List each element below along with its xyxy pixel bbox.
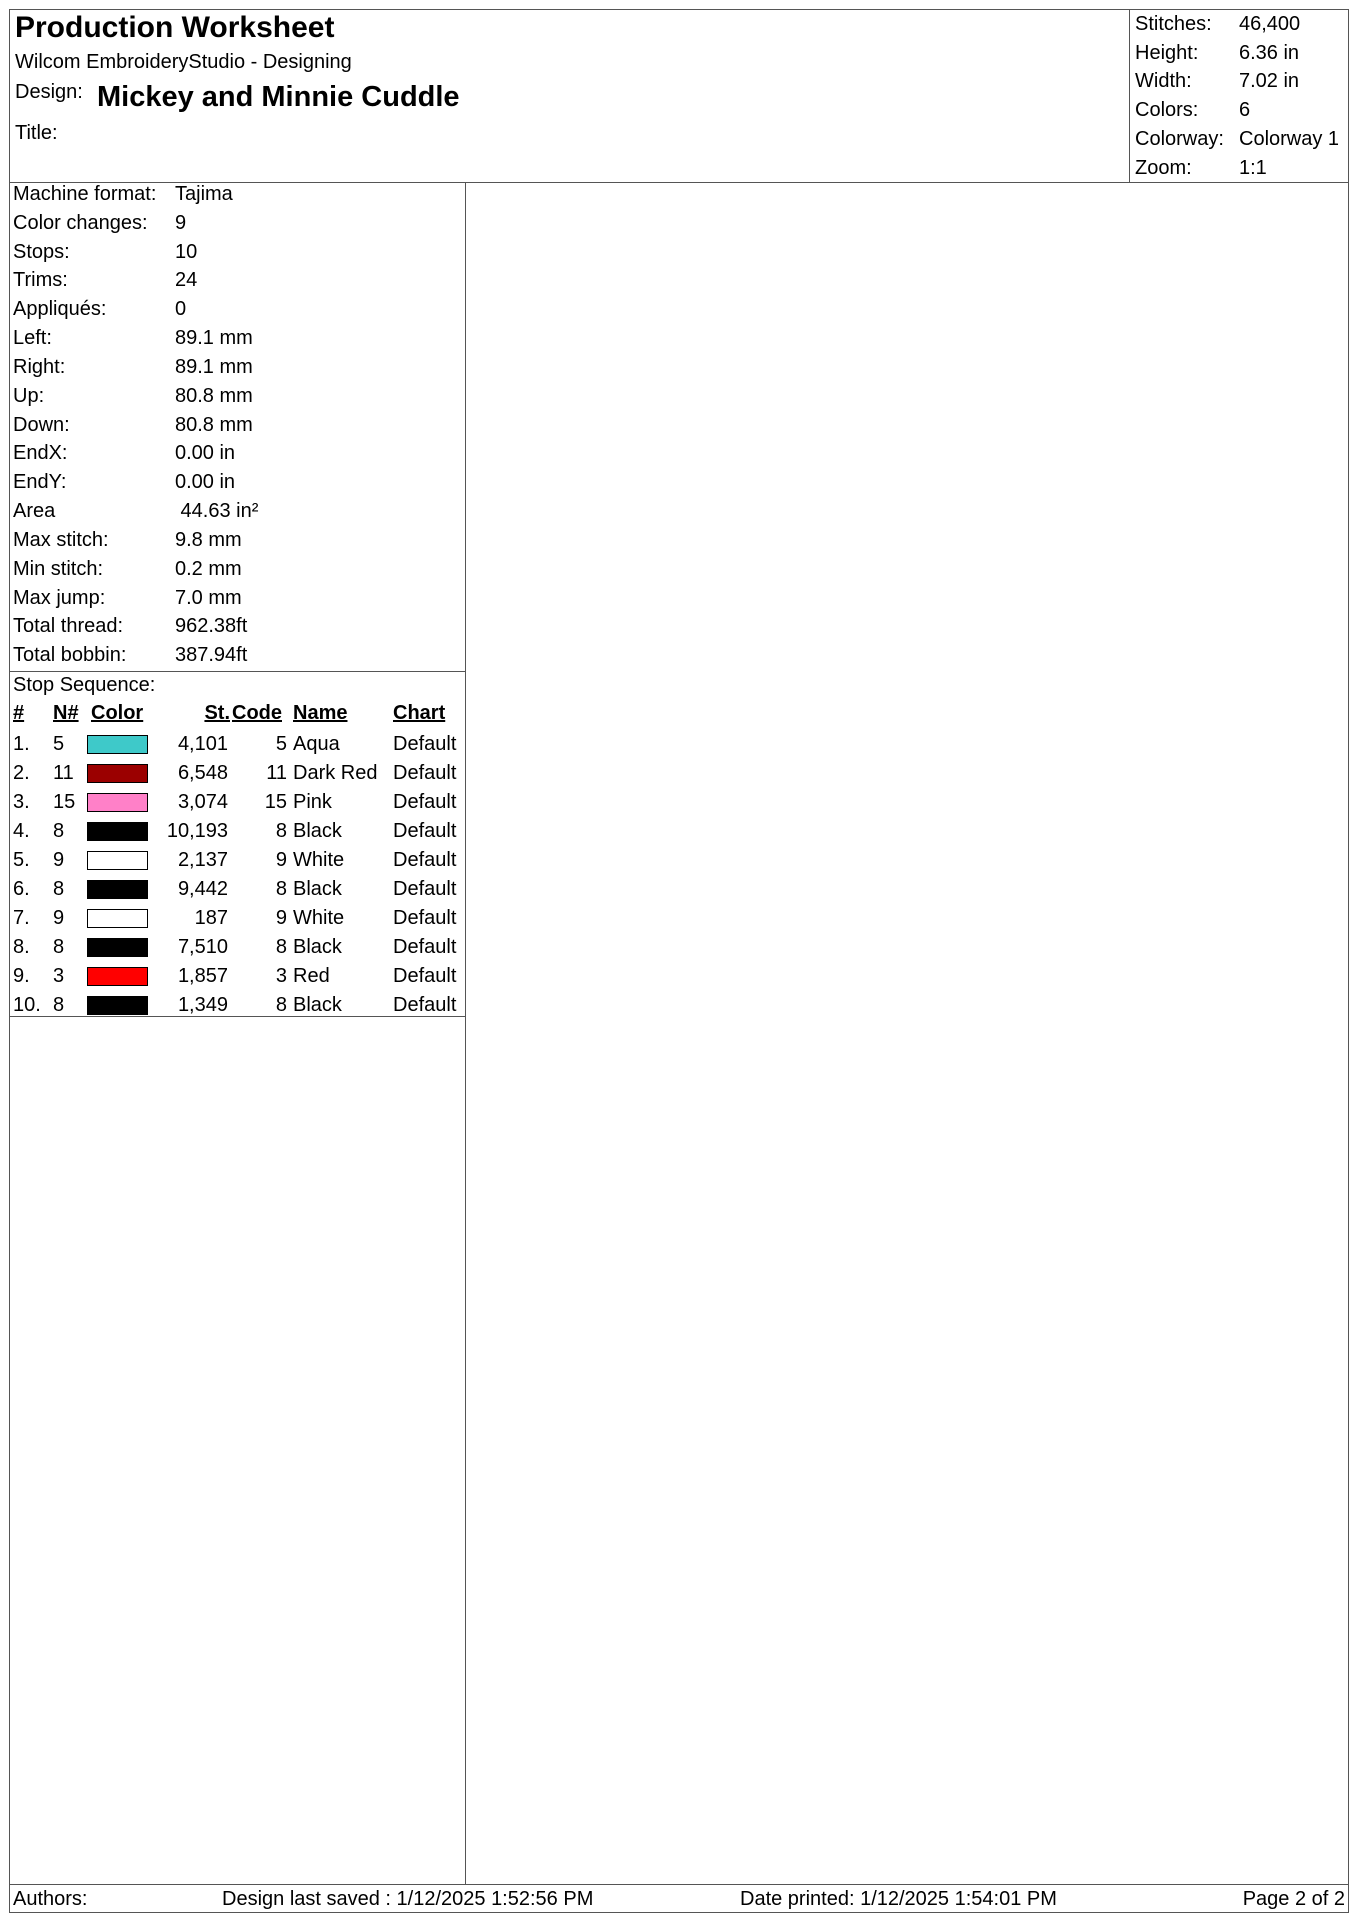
row-chart: Default (393, 820, 457, 842)
row-color-name: White (293, 907, 345, 929)
info-value: 7.0 mm (175, 587, 242, 609)
table-row (9, 730, 465, 759)
row-chart: Default (393, 965, 457, 987)
summary-value: 6 (1239, 99, 1251, 121)
table-row (9, 933, 465, 962)
table-row (9, 904, 465, 933)
info-label: Trims: (13, 269, 68, 291)
worksheet-header (9, 9, 1349, 183)
row-chart: Default (393, 733, 457, 755)
summary-value: Colorway 1 (1239, 128, 1340, 150)
summary-label: Height: (1135, 42, 1199, 64)
summary-panel (1129, 9, 1349, 182)
row-code: 9 (275, 907, 287, 929)
color-swatch (87, 938, 148, 957)
row-color-name: Pink (293, 791, 332, 813)
row-stitches: 3,074 (177, 791, 228, 813)
row-number: 7. (13, 907, 30, 929)
info-row (13, 240, 197, 265)
row-needle: 3 (53, 965, 65, 987)
info-row (13, 441, 235, 466)
color-swatch (87, 822, 148, 841)
info-value: 0 (175, 298, 187, 320)
info-row (13, 384, 253, 409)
info-value: Tajima (175, 183, 233, 205)
page-title: Production Worksheet (15, 11, 335, 44)
row-code: 15 (264, 791, 287, 813)
row-stitches: 187 (194, 907, 228, 929)
info-value: 10 (175, 241, 198, 263)
color-swatch (87, 967, 148, 986)
col-header-needle: N# (53, 702, 79, 724)
color-swatch (87, 880, 148, 899)
info-label: Min stitch: (13, 558, 104, 580)
row-color-name: Black (293, 936, 342, 958)
summary-row-height (1135, 41, 1299, 65)
row-color-name: Aqua (293, 733, 340, 755)
summary-label: Colors: (1135, 99, 1199, 121)
info-value: 962.38ft (175, 615, 248, 637)
row-chart: Default (393, 936, 457, 958)
info-value: 387.94ft (175, 644, 248, 666)
info-row (13, 499, 258, 524)
info-value: 44.63 in² (175, 500, 259, 522)
info-row (13, 182, 233, 207)
col-header-code: Code (232, 702, 282, 724)
row-needle: 8 (53, 994, 65, 1016)
info-row (13, 528, 242, 553)
stop-sequence-table (9, 671, 465, 1017)
summary-row-stitches (1135, 12, 1300, 36)
table-row (9, 962, 465, 991)
info-row (13, 643, 247, 668)
color-swatch (87, 851, 148, 870)
row-number: 9. (13, 965, 30, 987)
row-number: 3. (13, 791, 30, 813)
row-stitches: 4,101 (177, 733, 228, 755)
row-code: 8 (275, 936, 287, 958)
info-value: 80.8 mm (175, 414, 253, 436)
summary-value: 46,400 (1239, 13, 1301, 35)
row-color-name: Black (293, 820, 342, 842)
row-code: 5 (275, 733, 287, 755)
software-name: Wilcom EmbroideryStudio - Designing (15, 51, 352, 73)
summary-label: Width: (1135, 70, 1192, 92)
info-label: Left: (13, 327, 52, 349)
col-header-chart: Chart (393, 702, 446, 724)
info-row (13, 557, 242, 582)
row-color-name: Dark Red (293, 762, 378, 784)
row-color-name: Red (293, 965, 330, 987)
row-code: 8 (275, 820, 287, 842)
row-stitches: 1,857 (177, 965, 228, 987)
info-value: 24 (175, 269, 198, 291)
summary-row-colors (1135, 98, 1250, 122)
summary-row-zoom (1135, 156, 1267, 180)
row-number: 8. (13, 936, 30, 958)
row-number: 4. (13, 820, 30, 842)
table-row (9, 817, 465, 846)
row-chart: Default (393, 878, 457, 900)
col-header-name: Name (293, 702, 348, 724)
info-label: Total bobbin: (13, 644, 127, 666)
title-label: Title: (15, 122, 58, 144)
info-value: 89.1 mm (175, 356, 253, 378)
footer-page-number: Page 2 of 2 (1242, 1888, 1345, 1910)
info-label: Max stitch: (13, 529, 109, 551)
row-chart: Default (393, 849, 457, 871)
summary-row-colorway (1135, 127, 1339, 151)
row-needle: 15 (53, 791, 76, 813)
info-label: Area (13, 500, 56, 522)
info-value: 9.8 mm (175, 529, 242, 551)
table-row (9, 875, 465, 904)
summary-label: Colorway: (1135, 128, 1224, 150)
summary-value: 1:1 (1239, 157, 1267, 179)
info-label: Color changes: (13, 212, 148, 234)
row-chart: Default (393, 791, 457, 813)
info-row (13, 355, 253, 380)
row-number: 5. (13, 849, 30, 871)
row-chart: Default (393, 762, 457, 784)
row-stitches: 1,349 (177, 994, 228, 1016)
row-code: 8 (275, 878, 287, 900)
info-value: 0.00 in (175, 442, 236, 464)
info-row (13, 297, 186, 322)
color-swatch (87, 735, 148, 754)
info-label: Max jump: (13, 587, 106, 609)
row-needle: 5 (53, 733, 65, 755)
info-row (13, 268, 197, 293)
info-row (13, 326, 253, 351)
footer-date-printed: Date printed: 1/12/2025 1:54:01 PM (740, 1888, 1057, 1910)
color-swatch (87, 764, 148, 783)
row-chart: Default (393, 907, 457, 929)
info-row (13, 614, 247, 639)
row-code: 9 (275, 849, 287, 871)
row-needle: 9 (53, 849, 65, 871)
info-value: 89.1 mm (175, 327, 253, 349)
info-label: Right: (13, 356, 66, 378)
info-label: Up: (13, 385, 45, 407)
info-value: 9 (175, 212, 187, 234)
summary-value: 7.02 in (1239, 70, 1300, 92)
info-label: Down: (13, 414, 70, 436)
row-code: 3 (275, 965, 287, 987)
info-row (13, 470, 235, 495)
table-row (9, 991, 465, 1020)
row-number: 1. (13, 733, 30, 755)
col-header-number: # (13, 702, 25, 724)
row-color-name: Black (293, 994, 342, 1016)
row-color-name: Black (293, 878, 342, 900)
row-chart: Default (393, 994, 457, 1016)
stop-sequence-title: Stop Sequence: (13, 674, 156, 696)
footer-last-saved: Design last saved : 1/12/2025 1:52:56 PM (222, 1888, 594, 1910)
design-label: Design: (15, 81, 83, 103)
info-value: 80.8 mm (175, 385, 253, 407)
table-row (9, 788, 465, 817)
row-code: 11 (266, 762, 287, 784)
design-name: Mickey and Minnie Cuddle (97, 81, 460, 113)
row-stitches: 9,442 (177, 878, 228, 900)
row-stitches: 2,137 (177, 849, 228, 871)
table-row (9, 759, 465, 788)
info-value: 0.00 in (175, 471, 236, 493)
row-code: 8 (275, 994, 287, 1016)
summary-label: Stitches: (1135, 13, 1212, 35)
row-number: 6. (13, 878, 30, 900)
summary-value: 6.36 in (1239, 42, 1300, 64)
info-row (13, 586, 242, 611)
row-color-name: White (293, 849, 345, 871)
row-needle: 9 (53, 907, 65, 929)
footer-authors: Authors: (13, 1888, 88, 1910)
worksheet-footer (9, 1884, 1349, 1913)
row-stitches: 6,548 (177, 762, 228, 784)
info-label: Appliqués: (13, 298, 107, 320)
info-row (13, 413, 253, 438)
info-label: Total thread: (13, 615, 124, 637)
row-needle: 8 (53, 820, 65, 842)
color-swatch (87, 996, 148, 1015)
summary-label: Zoom: (1135, 157, 1192, 179)
col-header-color: Color (91, 702, 144, 724)
info-label: Stops: (13, 241, 70, 263)
details-column (9, 182, 466, 1884)
col-header-stitches: St. (204, 702, 230, 724)
info-value: 0.2 mm (175, 558, 242, 580)
row-stitches: 10,193 (166, 820, 228, 842)
color-swatch (87, 909, 148, 928)
color-swatch (87, 793, 148, 812)
info-label: EndY: (13, 471, 67, 493)
row-needle: 8 (53, 936, 65, 958)
info-label: EndX: (13, 442, 68, 464)
row-number: 10. (13, 994, 41, 1016)
info-row (13, 211, 186, 236)
row-needle: 11 (53, 762, 74, 784)
row-stitches: 7,510 (177, 936, 228, 958)
row-number: 2. (13, 762, 30, 784)
info-label: Machine format: (13, 183, 157, 205)
summary-row-width (1135, 69, 1299, 93)
row-needle: 8 (53, 878, 65, 900)
table-row (9, 846, 465, 875)
